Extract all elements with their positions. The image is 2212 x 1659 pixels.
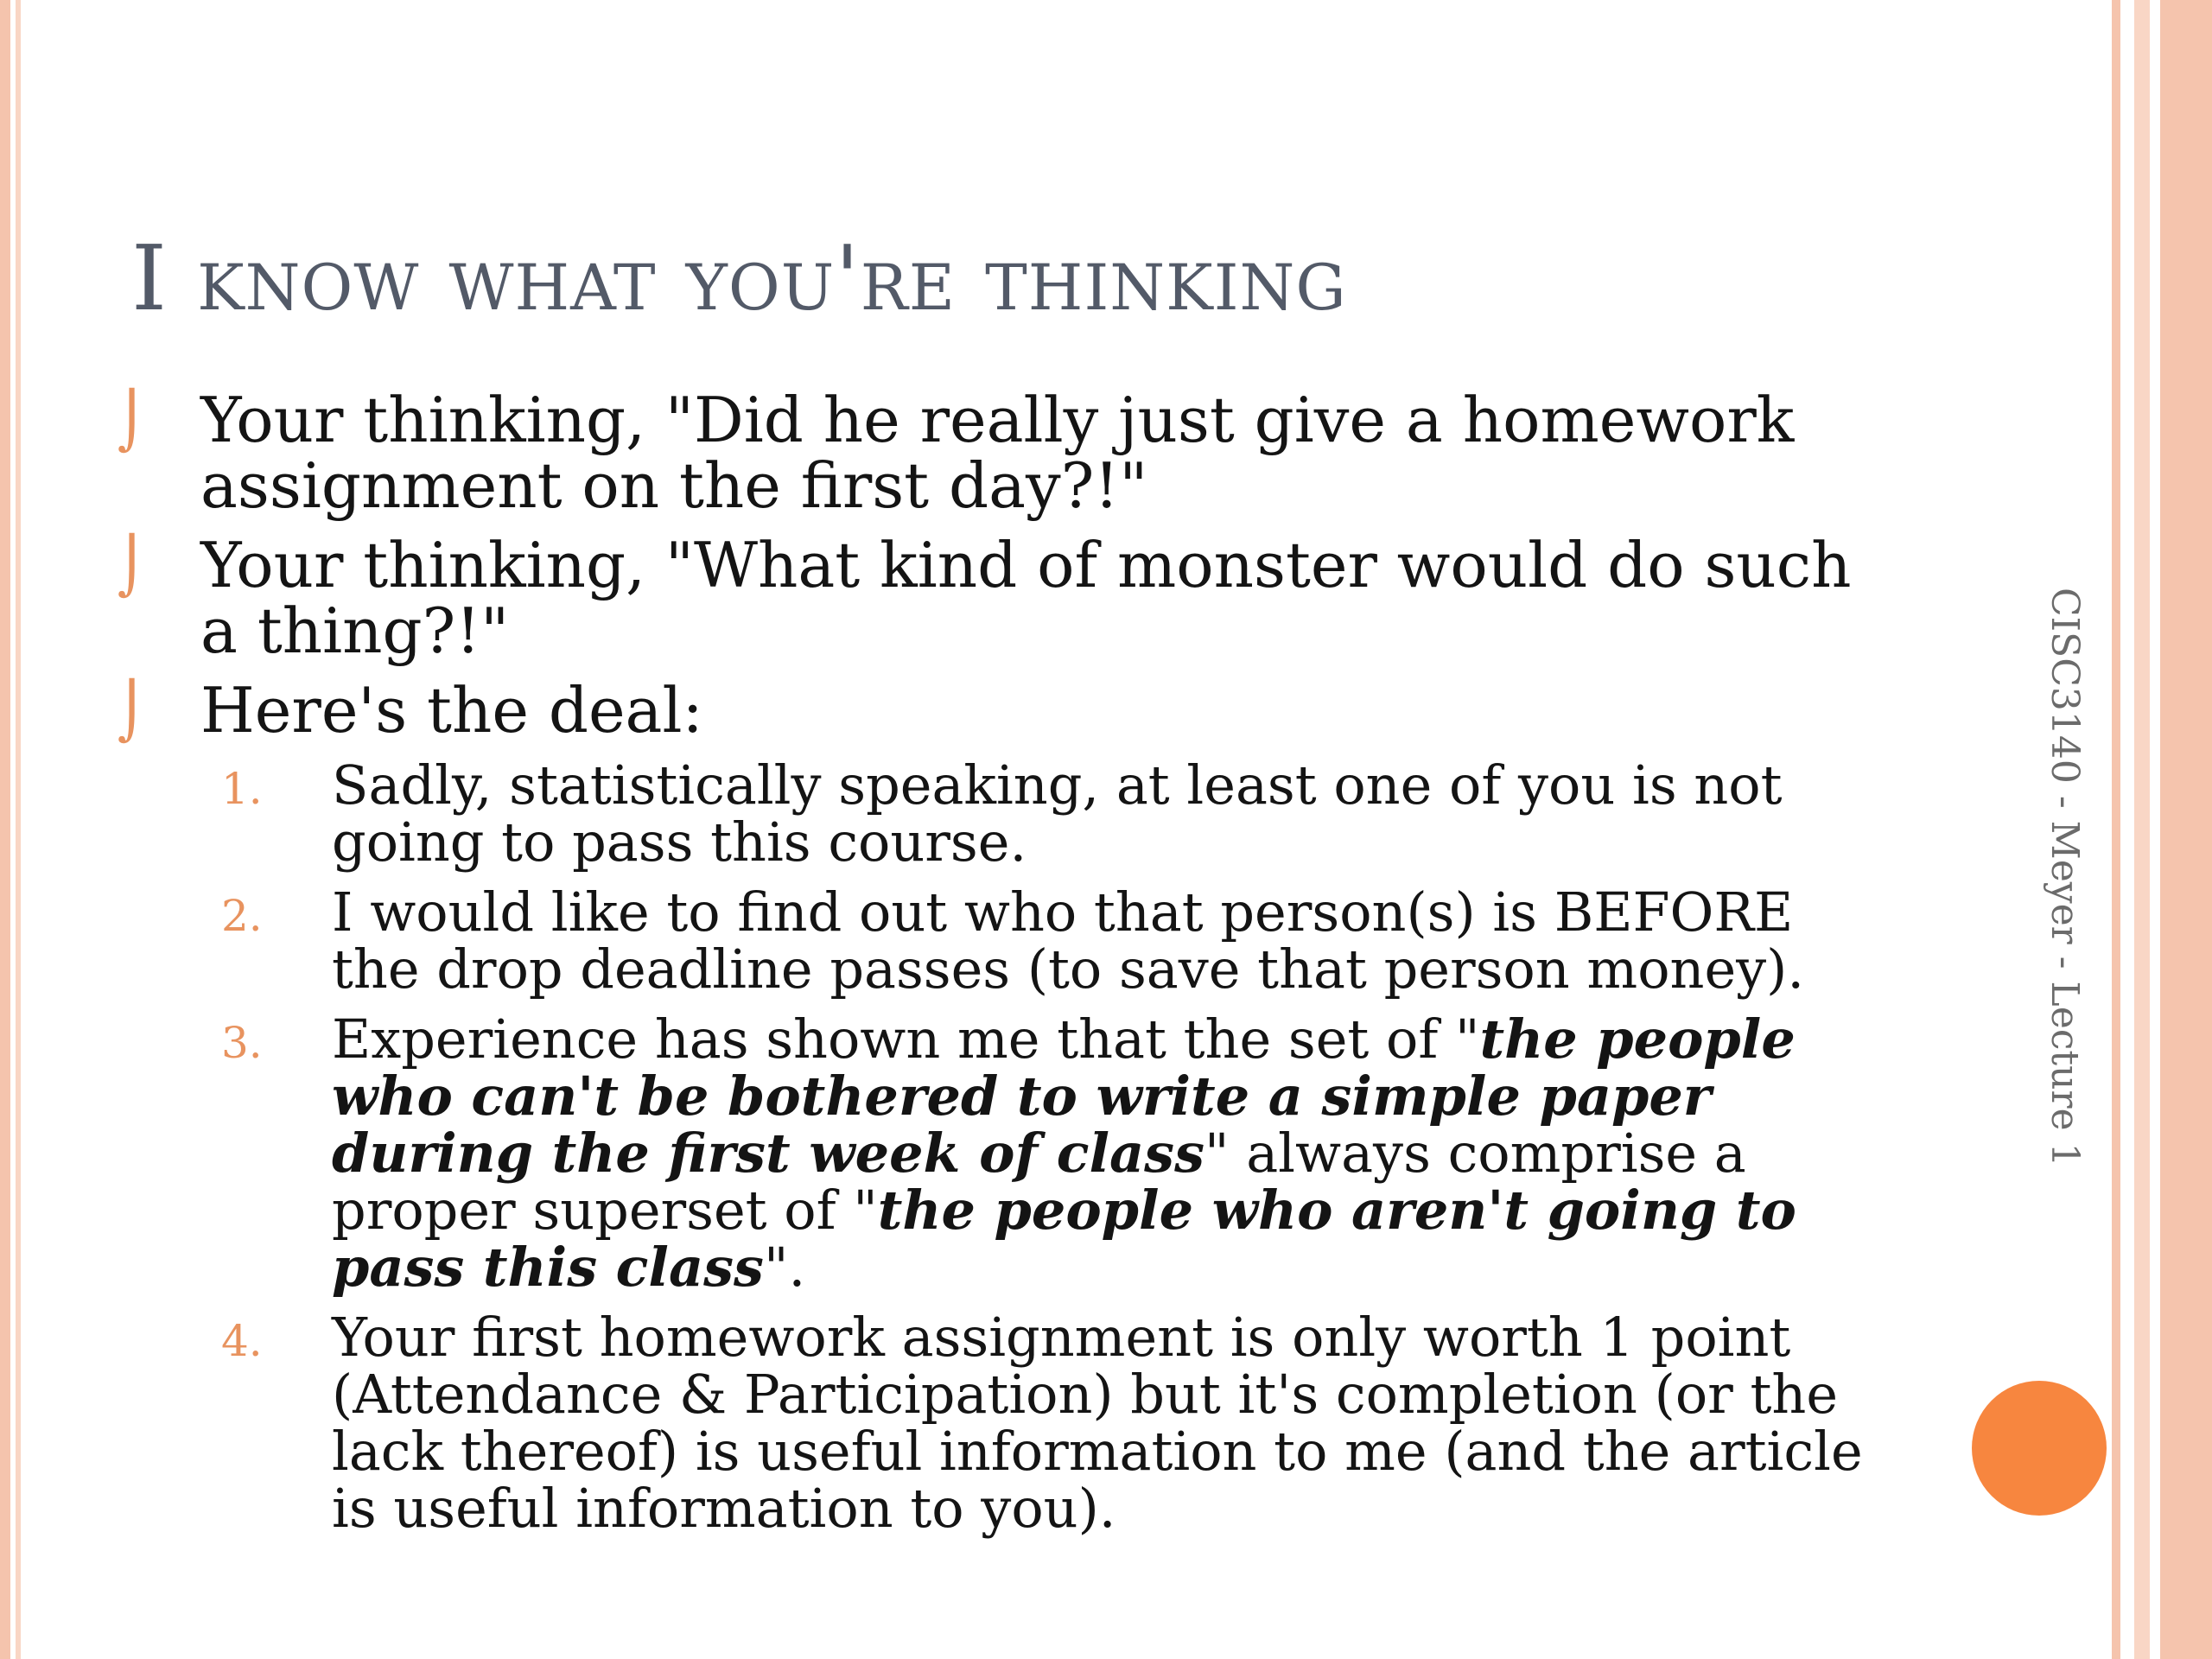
- slide-title: I know what you're thinking: [131, 226, 1347, 331]
- item-text-part: Experience has shown me that the set of ": [332, 1007, 1480, 1071]
- bullet-text: Your thinking, "What kind of monster would do such a thing?!": [200, 529, 1852, 667]
- bullet-item: [118, 529, 1863, 667]
- bullet-marker: ⌡: [118, 535, 147, 599]
- bullet-item: [118, 384, 1863, 522]
- emphasis-text: the people who can't be bothered to write a simple paper during the first week of class: [332, 1007, 1796, 1185]
- numbered-item: [118, 880, 1863, 1001]
- slide-footer: CISC3140 - Meyer - Lecture 1: [2043, 588, 2087, 1167]
- item-text: Your first homework assignment is only worth 1 point (Attendance & Participation) but it's completion (or the lack thereof) is useful information to me (and the article is useful information to you).: [332, 1306, 1863, 1540]
- emphasis-text: the people who aren't going to pass this class: [332, 1179, 1796, 1299]
- bullet-text: Your thinking, "Did he really just give a homework assignment on the first day?!": [200, 384, 1795, 522]
- item-text-part: ".: [763, 1236, 806, 1299]
- right-border-stripe: [2112, 0, 2120, 1659]
- item-number: 3.: [221, 1018, 263, 1068]
- decorative-circle: [1972, 1381, 2107, 1516]
- item-number: 1.: [221, 764, 263, 814]
- bullet-item: [118, 674, 1863, 747]
- item-text: I would like to find out who that person(s) is BEFORE the drop deadline passes (to save that person money).: [332, 880, 1805, 1001]
- numbered-item: [118, 753, 1863, 874]
- bullet-text: Here's the deal:: [200, 674, 703, 747]
- right-border-band: [2160, 0, 2212, 1659]
- item-text: [332, 1007, 1796, 1299]
- numbered-item: [118, 1306, 1863, 1540]
- numbered-list: [118, 753, 1863, 1540]
- numbered-item: [118, 1007, 1863, 1299]
- item-text-part: " always comprise a proper superset of ": [332, 1122, 1746, 1242]
- item-number: 2.: [221, 891, 263, 941]
- bullet-marker: ⌡: [118, 680, 147, 744]
- left-border-stripe-thin: [16, 0, 21, 1659]
- bullet-marker: ⌡: [118, 390, 147, 454]
- left-border-stripe: [0, 0, 10, 1659]
- item-number: 4.: [221, 1316, 263, 1366]
- item-text: Sadly, statistically speaking, at least one of you is not going to pass this course.: [332, 753, 1783, 874]
- right-border-stripe: [2134, 0, 2150, 1659]
- slide-body: [118, 384, 1863, 1550]
